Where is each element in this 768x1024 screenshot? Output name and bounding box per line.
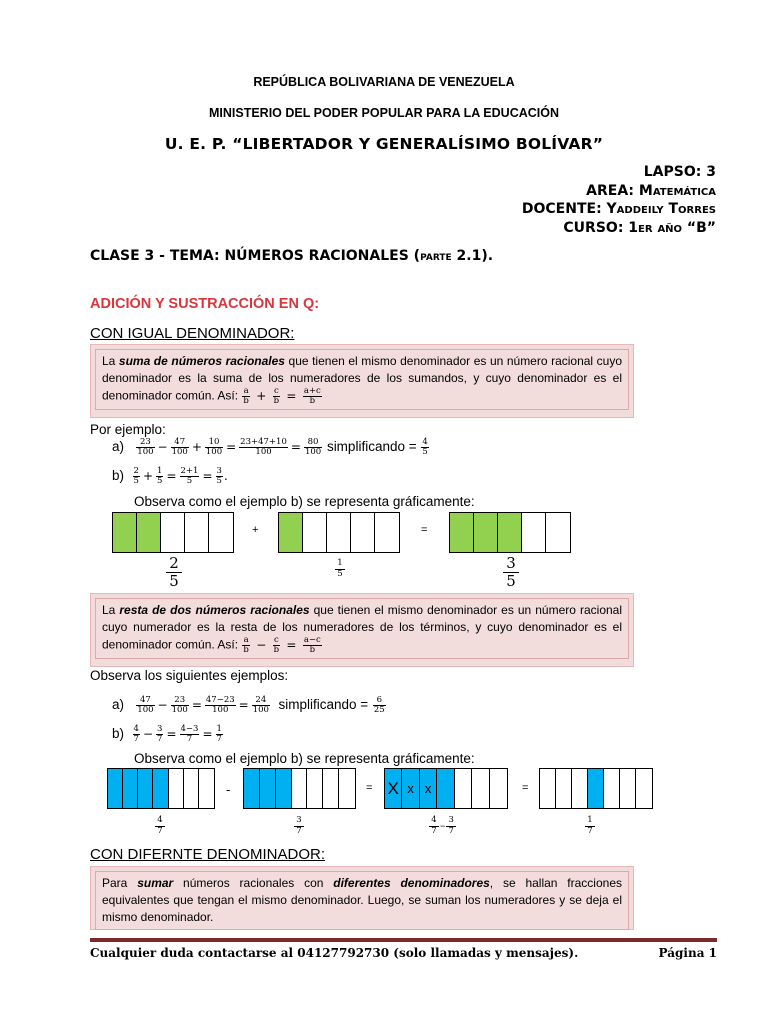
class-info: [522, 163, 716, 237]
minus-sign: -: [226, 782, 231, 797]
fraction-bar-4-7: [107, 768, 215, 809]
subtitle-igual: CON IGUAL DENOMINADOR:: [90, 325, 295, 342]
equals-sign: =: [421, 524, 428, 536]
lapso-line: LAPSO: 3: [643, 164, 716, 180]
subtitle-diferente: CON DIFERNTE DENOMINADOR:: [90, 846, 326, 863]
fraction-bar-1-7: [539, 768, 653, 809]
example-resta-b: b) $\frac{4}{7}$ − $\frac{3}{7}$ = $\frac{4-3}{7}$ = $\frac{1}{7}$: [112, 724, 222, 744]
definition-box-suma: [90, 344, 634, 418]
curso-line: CURSO: 1er año “B”: [563, 219, 716, 236]
formula-frac: $\frac{c}{b}$: [273, 386, 280, 406]
area-line: AREA: Matemática: [586, 182, 716, 199]
definition-box-diferente: [90, 866, 634, 930]
docente-line: DOCENTE: Yaddeily Torres: [521, 201, 716, 217]
header-ministry: MINISTERIO DEL PODER POPULAR PARA LA EDUCACIÓN: [208, 106, 560, 120]
definition-text: La suma de números racionales que tienen el mismo denominador es un número racional cuyo denominador es la suma de los numeradores de los sumandos, y cuyo denominador es el denominador común. Así: $\frac{a}{b}$ + $\frac{c}{b}$ = $\frac{a+c}{b}$: [95, 349, 629, 410]
fraction-bar-1-5: [278, 512, 400, 553]
equals-sign: =: [522, 782, 529, 794]
class-title: CLASE 3 - TEMA: NÚMEROS RACIONALES (parte 2.1).: [90, 248, 494, 264]
definition-box-resta: [90, 593, 634, 667]
example-resta-a: a) $\frac{47}{100}$ − $\frac{23}{100}$ = $\frac{47-23}{100}$ = $\frac{24}{100}$ simplificando = $\frac{6}{25}$: [112, 695, 385, 715]
page-number: Página 1: [658, 946, 717, 960]
footer-contact: Cualquier duda contactarse al 04127792730 (solo llamadas y mensajes).: [90, 946, 579, 960]
graph-caption-resta: Observa como el ejemplo b) se representa gráficamente:: [134, 751, 475, 766]
label-1-5: 1 5: [335, 559, 345, 579]
formula-frac: $\frac{a}{b}$: [243, 386, 249, 406]
footer-rule: [90, 938, 717, 942]
label-1-7: 1 7: [585, 816, 595, 836]
examples-label: Observa los siguientes ejemplos:: [90, 668, 289, 683]
fraction-bar-3-5: [449, 512, 571, 553]
label-3-7: 3 7: [294, 816, 304, 836]
label-3-5: 3 5: [503, 555, 519, 590]
label-4-7: 4 7: [155, 816, 165, 836]
school-name: U. E. P. “LIBERTADOR Y GENERALÍSIMO BOLÍVAR”: [164, 135, 604, 153]
section-title: ADICIÓN Y SUSTRACCIÓN EN Q:: [90, 296, 320, 312]
example-label: Por ejemplo:: [90, 422, 166, 437]
fraction-bar-crossed: X x x: [384, 768, 508, 809]
label-4-7-minus-3-7: 4 7 − $\frac{3}{7}$: [429, 816, 456, 836]
example-a: a) $\frac{23}{100}$ − $\frac{47}{100}$ + $\frac{10}{100}$ = $\frac{23+47+10}{100}$ = $\frac{80}{100}$ simplificando = $\frac{4}{5}$: [112, 437, 428, 457]
label-2-5: 2 5: [166, 555, 182, 590]
definition-text: Para sumar números racionales con diferentes denominadores, se hallan fracciones equivalentes que tengan el mismo denominador. Luego, se suman los numeradores y se deja el mismo denominador.: [95, 871, 629, 930]
header-country: REPÚBLICA BOLIVARIANA DE VENEZUELA: [253, 75, 515, 89]
graph-caption-suma: Observa como el ejemplo b) se representa gráficamente:: [134, 494, 475, 509]
equals-sign: =: [366, 782, 373, 794]
definition-text: La resta de dos números racionales que tienen el mismo denominador es un número racional cuyo numerador es la resta de los numeradores de los términos, y cuyo denominador es el denominador común. Así: $\frac{a}{b}$ − $\frac{c}{b}$ = $\frac{a-c}{b}$: [95, 598, 629, 659]
fraction-bar-3-7: [243, 768, 356, 809]
plus-sign: +: [252, 524, 259, 536]
formula-frac: $\frac{a+c}{b}$: [303, 386, 321, 406]
footer: [90, 946, 717, 960]
fraction-bar-2-5: [112, 512, 234, 553]
example-b: b) $\frac{2}{5}$ + $\frac{1}{5}$ = $\frac{2+1}{5}$ = $\frac{3}{5}$ .: [112, 466, 228, 486]
